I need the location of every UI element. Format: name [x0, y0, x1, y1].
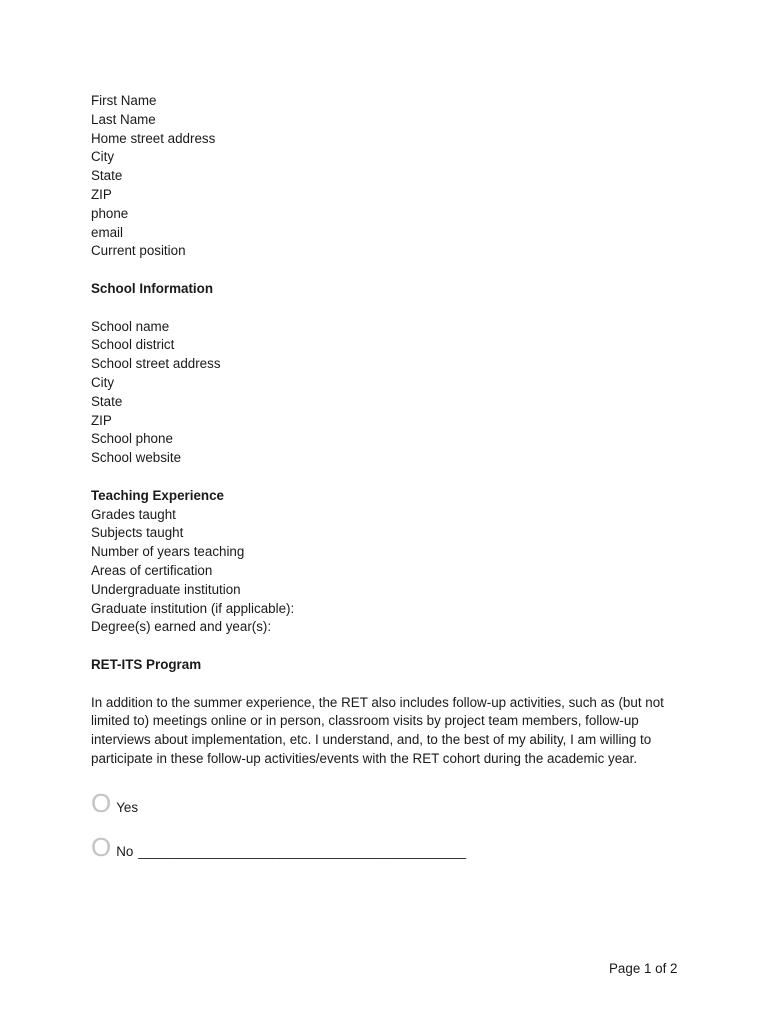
field-school-zip: ZIP — [91, 412, 112, 428]
field-city: City — [91, 149, 115, 165]
field-subjects-taught: Subjects taught — [91, 525, 184, 541]
field-phone: phone — [91, 205, 129, 221]
field-graduate-institution: Graduate institution (if applicable): — [91, 600, 295, 616]
school-fields — [91, 318, 691, 468]
page-number: Page 1 of 2 — [609, 961, 678, 976]
field-areas-certification: Areas of certification — [91, 562, 213, 578]
program-paragraph: In addition to the summer experience, the RET also includes follow-up activities, such as (but not limited to) meetings online or in person, classroom visits by project team members, follow-up interviews about implementation, etc. I understand, and, to the best of my ability, I am willing to participate in these follow-up activities/events with the RET cohort during the academic year. — [91, 694, 664, 766]
field-email: email — [91, 224, 123, 240]
field-degrees-earned: Degree(s) earned and year(s): — [91, 619, 272, 635]
option-no-label: No — [116, 844, 134, 859]
no-explanation-blank[interactable]: ____________________________________________ — [138, 844, 467, 859]
field-zip: ZIP — [91, 186, 112, 202]
spacer — [91, 261, 691, 280]
personal-fields — [91, 92, 691, 261]
field-undergraduate-institution: Undergraduate institution — [91, 581, 241, 597]
option-yes-label: Yes — [116, 800, 139, 815]
field-state: State — [91, 168, 123, 184]
section-heading-school: School Information — [91, 280, 213, 296]
spacer — [91, 299, 691, 318]
field-grades-taught: Grades taught — [91, 506, 176, 522]
field-school-state: State — [91, 393, 123, 409]
radio-circle-icon[interactable]: O — [91, 788, 112, 818]
spacer — [91, 468, 691, 487]
field-home-street-address: Home street address — [91, 130, 216, 146]
teaching-fields — [91, 506, 691, 638]
field-school-city: City — [91, 374, 115, 390]
form-content — [91, 92, 691, 769]
option-yes[interactable] — [91, 790, 138, 816]
section-heading-program: RET-ITS Program — [91, 656, 202, 672]
field-years-teaching: Number of years teaching — [91, 544, 245, 560]
radio-circle-icon[interactable]: O — [91, 832, 112, 862]
option-no[interactable] — [91, 834, 466, 860]
field-school-street-address: School street address — [91, 356, 221, 372]
field-school-website: School website — [91, 450, 182, 466]
field-current-position: Current position — [91, 243, 186, 259]
spacer — [91, 675, 691, 694]
field-school-name: School name — [91, 318, 170, 334]
field-first-name: First Name — [91, 93, 157, 108]
field-last-name: Last Name — [91, 111, 156, 127]
spacer — [91, 637, 691, 656]
field-school-phone: School phone — [91, 431, 173, 447]
field-school-district: School district — [91, 337, 175, 353]
section-heading-teaching: Teaching Experience — [91, 487, 224, 503]
